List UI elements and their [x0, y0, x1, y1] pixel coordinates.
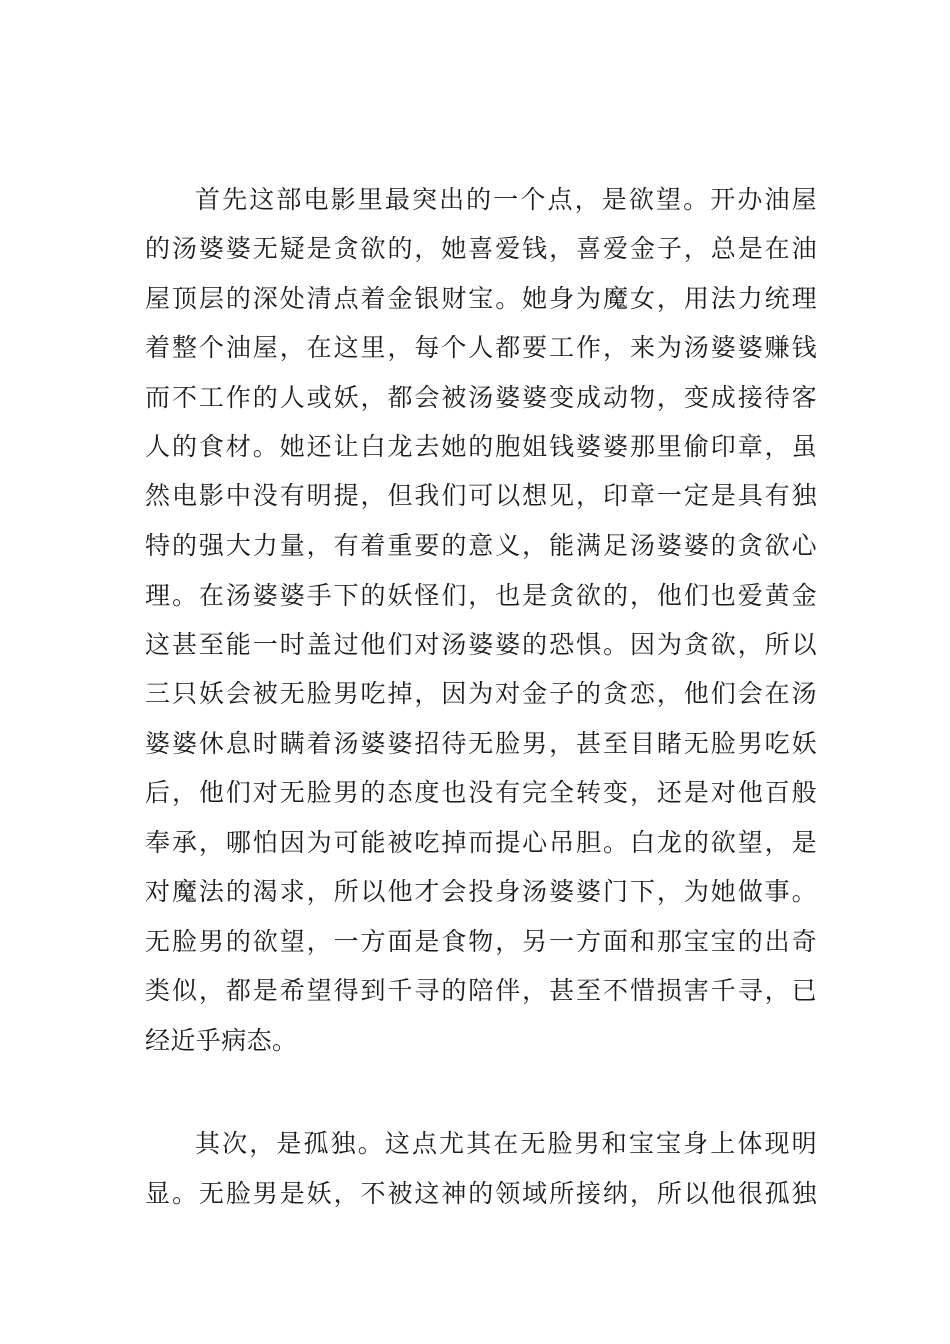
paragraph-line: 而不工作的人或妖，都会被汤婆婆变成动物，变成接待客: [145, 383, 817, 412]
paragraph-line: 婆婆休息时瞒着汤婆婆招待无脸男，甚至目睹无脸男吃妖: [145, 729, 817, 758]
paragraph-line: 然电影中没有明提，但我们可以想见，印章一定是具有独: [145, 481, 817, 510]
paragraph-line: 着整个油屋，在这里，每个人都要工作，来为汤婆婆赚钱: [145, 333, 817, 362]
paragraph-line: 经近乎病态。: [145, 1026, 298, 1055]
paragraph-line: 奉承，哪怕因为可能被吃掉而提心吊胆。白龙的欲望，是: [145, 828, 817, 857]
paragraph-line: 这甚至能一时盖过他们对汤婆婆的恐惧。因为贪欲，所以: [145, 630, 817, 659]
paragraph-line: 理。在汤婆婆手下的妖怪们，也是贪欲的，他们也爱黄金: [145, 581, 817, 610]
paragraph-line: 人的食材。她还让白龙去她的胞姐钱婆婆那里偷印章，虽: [145, 432, 817, 461]
paragraph-line: 其次，是孤独。这点尤其在无脸男和宝宝身上体现明: [195, 1129, 817, 1158]
paragraph-line: 的汤婆婆无疑是贪欲的，她喜爱钱，喜爱金子，总是在油: [145, 234, 817, 263]
paragraph-line: 首先这部电影里最突出的一个点，是欲望。开办油屋: [195, 185, 817, 214]
paragraph-line: 对魔法的渴求，所以他才会投身汤婆婆门下，为她做事。: [145, 877, 817, 906]
paragraph-line: 后，他们对无脸男的态度也没有完全转变，还是对他百般: [145, 778, 817, 807]
paragraph-line: 屋顶层的深处清点着金银财宝。她身为魔女，用法力统理: [145, 284, 817, 313]
paragraph-line: 三只妖会被无脸男吃掉，因为对金子的贪恋，他们会在汤: [145, 679, 817, 708]
paragraph-line: 显。无脸男是妖，不被这神的领域所接纳，所以他很孤独: [145, 1179, 817, 1208]
paragraph-line: 无脸男的欲望，一方面是食物，另一方面和那宝宝的出奇: [145, 927, 817, 956]
paragraph-line: 类似，都是希望得到千寻的陪伴，甚至不惜损害千寻，已: [145, 976, 817, 1005]
paragraph-line: 特的强大力量，有着重要的意义，能满足汤婆婆的贪欲心: [145, 531, 817, 560]
